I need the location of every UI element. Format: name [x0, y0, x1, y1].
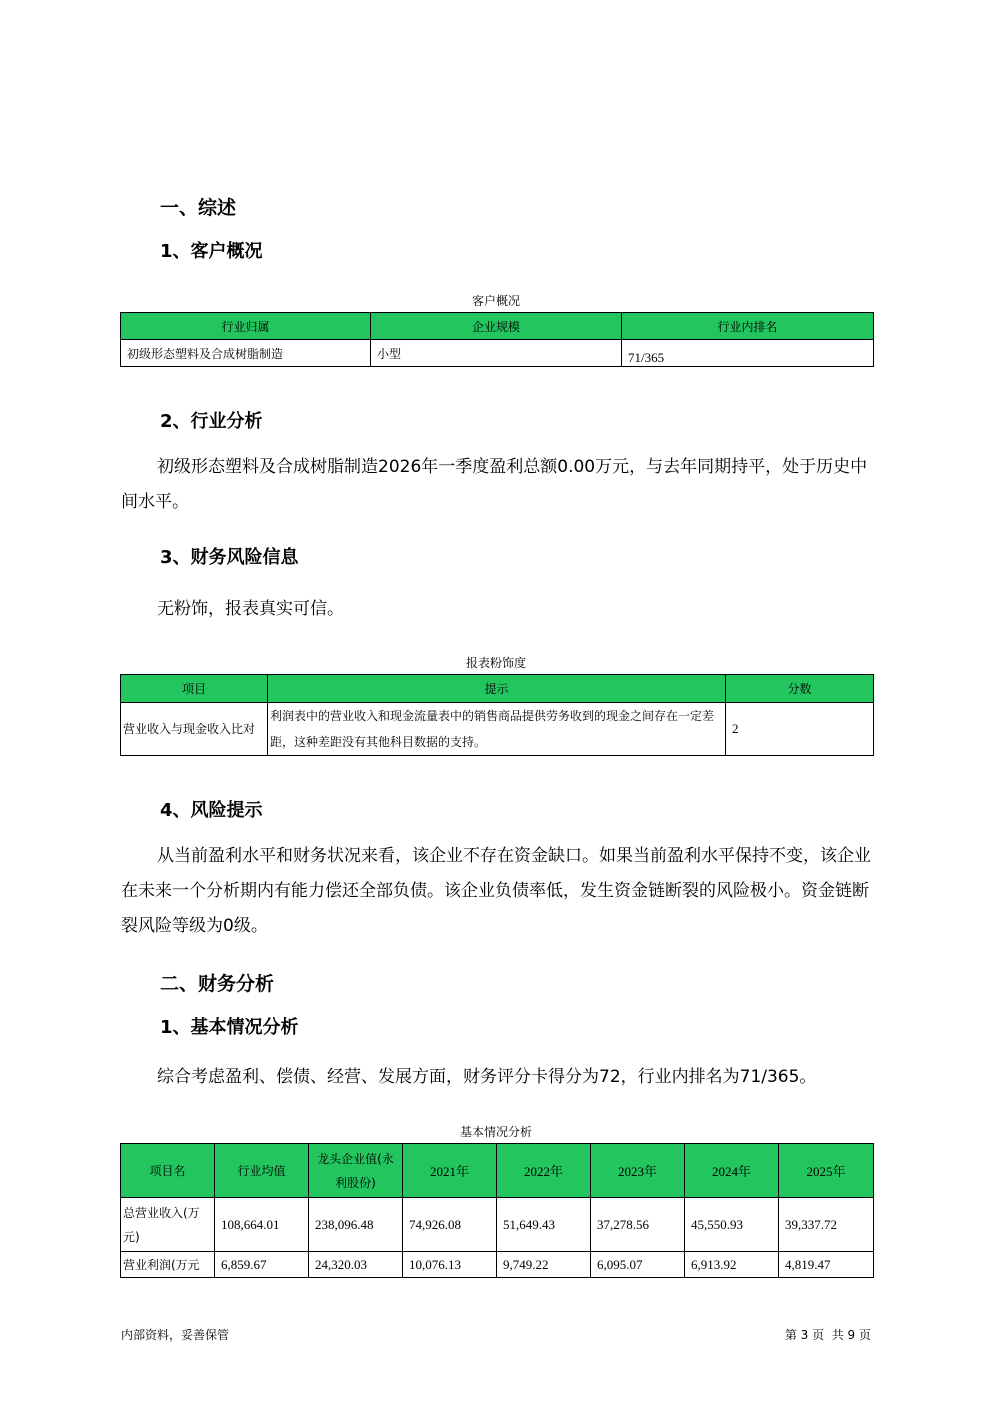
basic-analysis-text: 综合考虑盈利、偿债、经营、发展方面，财务评分卡得分为72，行业内排名为71/365。: [157, 1067, 817, 1087]
table-row: [121, 1252, 874, 1278]
table-cell: 238,096.48: [309, 1198, 403, 1252]
footer-confidential: 内部资料，妥善保管: [121, 1328, 230, 1342]
header-score: 分数: [726, 675, 874, 703]
table-cell: 45,550.93: [685, 1198, 779, 1252]
table-cell: 108,664.01: [215, 1198, 309, 1252]
section-title-overview: 一、综述: [160, 197, 237, 219]
subsection-title-risk-warning: 4、风险提示: [160, 800, 263, 821]
header-item: 项目: [121, 675, 268, 703]
header-leader: 龙头企业值(永利股份): [309, 1144, 403, 1198]
basic-table: [120, 1143, 874, 1278]
cell-hint: 利润表中的营业收入和现金流量表中的销售商品提供劳务收到的现金之间存在一定差距，这种差距没有其他科目数据的支持。: [268, 703, 726, 756]
header-industry: 行业归属: [121, 313, 371, 340]
customer-table: [120, 312, 874, 367]
risk-warning-text: 从当前盈利水平和财务状况来看，该企业不存在资金缺口。如果当前盈利水平保持不变，该企业在未来一个分析期内有能力偿还全部负债。该企业负债率低，发生资金链断裂的风险极小。资金链断裂风险等级为0级。: [121, 846, 871, 936]
header-2022: 2022年: [497, 1144, 591, 1198]
cell-score: 2: [726, 703, 874, 756]
header-rank: 行业内排名: [622, 313, 874, 340]
table-cell: 51,649.43: [497, 1198, 591, 1252]
cell-industry: 初级形态塑料及合成树脂制造: [121, 340, 371, 367]
section-title-financial: 二、财务分析: [160, 973, 275, 995]
cell-size: 小型: [371, 340, 622, 367]
subsection-title-customer: 1、客户概况: [160, 241, 263, 262]
table-cell: 10,076.13: [403, 1252, 497, 1278]
header-2024: 2024年: [685, 1144, 779, 1198]
table-cell: 37,278.56: [591, 1198, 685, 1252]
whitewash-table-caption: 报表粉饰度: [465, 656, 526, 670]
table-cell: 39,337.72: [779, 1198, 874, 1252]
table-cell: 24,320.03: [309, 1252, 403, 1278]
basic-table-caption: 基本情况分析: [459, 1125, 532, 1139]
table-cell: 6,095.07: [591, 1252, 685, 1278]
cell-rank: 71/365: [622, 340, 874, 367]
table-cell: 4,819.47: [779, 1252, 874, 1278]
subsection-title-industry: 2、行业分析: [160, 411, 263, 432]
header-2025: 2025年: [779, 1144, 874, 1198]
subsection-title-risk-info: 3、财务风险信息: [160, 547, 299, 568]
row-label: 总营业收入(万元): [121, 1198, 215, 1252]
subsection-title-basic: 1、基本情况分析: [160, 1017, 299, 1038]
table-cell: 6,913.92: [685, 1252, 779, 1278]
customer-table-caption: 客户概况: [471, 294, 520, 308]
industry-analysis-text: 初级形态塑料及合成树脂制造2026年一季度盈利总额0.00万元，与去年同期持平，处于历史中间水平。: [121, 457, 868, 512]
table-row: [121, 1198, 874, 1252]
row-label: 营业利润(万元: [121, 1252, 215, 1278]
table-cell: 6,859.67: [215, 1252, 309, 1278]
header-2023: 2023年: [591, 1144, 685, 1198]
header-hint: 提示: [268, 675, 726, 703]
table-cell: 74,926.08: [403, 1198, 497, 1252]
whitewash-table: [120, 674, 874, 756]
header-item-name: 项目名: [121, 1144, 215, 1198]
header-industry-avg: 行业均值: [215, 1144, 309, 1198]
footer-page-number: 第 3 页 共 9 页: [784, 1328, 871, 1342]
header-2021: 2021年: [403, 1144, 497, 1198]
header-size: 企业规模: [371, 313, 622, 340]
risk-info-text: 无粉饰，报表真实可信。: [157, 599, 344, 619]
cell-item: 营业收入与现金收入比对: [121, 703, 268, 756]
table-cell: 9,749.22: [497, 1252, 591, 1278]
